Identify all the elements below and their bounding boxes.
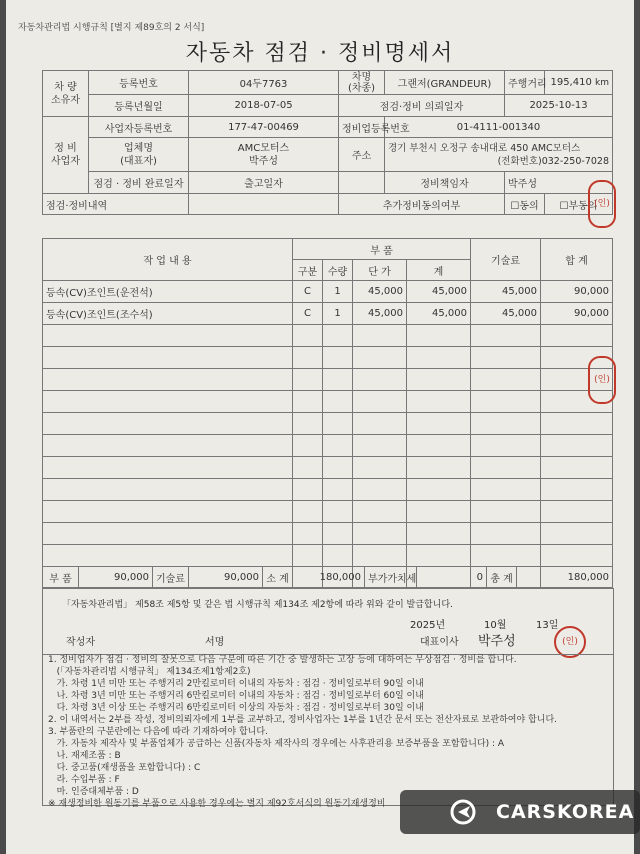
row-type: C: [293, 303, 323, 325]
shop-reg-label: 정비업등록번호: [339, 117, 385, 138]
sign-label: 서명: [205, 637, 225, 648]
table-row-empty: [43, 369, 613, 391]
labor-header: 기술료: [471, 239, 541, 281]
totals-table: [42, 566, 613, 588]
stamp-mid: (인): [588, 356, 616, 404]
details-label: 점검·정비내역: [43, 194, 189, 215]
note-line: ※ 재생정비한 원동기를 부품으로 사용한 경우에는 별지 제92호서식의 원동기재생정비: [48, 799, 386, 809]
release-date-label: 출고일자: [189, 172, 339, 194]
info-table: [42, 70, 613, 215]
complete-date-label: 점검 · 정비 완료일자: [89, 172, 189, 194]
row-work: 등속(CV)조인트(조수석): [43, 303, 293, 325]
subtotal-label: 소 계: [263, 567, 293, 588]
page-title: 자동차 점검 · 정비명세서: [185, 41, 455, 66]
manager-label: 정비책임자: [385, 172, 505, 194]
table-row-empty: [43, 391, 613, 413]
row-qty: 1: [323, 303, 353, 325]
note-line: 다. 차령 3년 이상 또는 주행거리 6만킬로미터 이상의 자동차 : 점검 · 정비일로부터 30일 이내: [48, 703, 424, 713]
row-labor: 45,000: [471, 281, 541, 303]
note-line: 가. 자동차 제작사 및 부품업체가 공급하는 신품(자동차 제작사의 경우에는 사후관리용 보증부품을 포함합니다) : A: [48, 739, 505, 749]
table-row-empty: [43, 523, 613, 545]
biz-no-label: 사업자등록번호: [89, 117, 189, 138]
row-work: 등속(CV)조인트(운전석): [43, 281, 293, 303]
reg-date-value: 2018-07-05: [189, 95, 339, 117]
vat-label: 부가가치세: [365, 567, 417, 588]
model-label: 차명 (차종): [339, 71, 385, 95]
work-table: [42, 238, 613, 589]
model-value: 그랜저(GRANDEUR): [385, 71, 505, 95]
note-line: 1. 정비업자가 점검 · 정비의 잘못으로 다음 구분에 따른 기간 중 발생하는 고장 등에 대하여는 무상점검 · 정비를 합니다.: [48, 655, 517, 665]
reg-no-value: 04두7763: [189, 71, 339, 95]
grand-total-label: 총 계: [487, 567, 517, 588]
note-line: 가. 차령 1년 미만 또는 주행거리 2만킬로미터 이내의 자동차 : 점검 · 정비일로부터 90일 이내: [48, 679, 424, 689]
table-row: [43, 281, 613, 303]
reg-no-label: 등록번호: [89, 71, 189, 95]
work-header: 작 업 내 용: [43, 239, 293, 281]
signature-seal: (인): [554, 626, 586, 658]
ceo-name: 박주성: [249, 155, 278, 167]
row-qty: 1: [323, 281, 353, 303]
disagree-checkbox[interactable]: ☐: [559, 200, 569, 212]
manager-value: 박주성: [505, 172, 613, 194]
note-line: 마. 인증대체부품 : D: [48, 787, 139, 797]
biz-no-value: 177-47-00469: [189, 117, 339, 138]
row-total: 90,000: [541, 303, 613, 325]
issue-year: 2025년: [410, 620, 446, 631]
watermark: [400, 790, 640, 834]
note-line: 라. 수입부품 : F: [48, 775, 120, 785]
parts-header: 부 품: [293, 239, 471, 260]
table-row-empty: [43, 325, 613, 347]
totals-parts-value: 90,000: [79, 567, 153, 588]
statement-text: 「자동차관리법」 제58조 제5항 및 같은 법 시행규칙 제134조 제2항에 따라 위와 같이 발급합니다.: [62, 600, 453, 610]
issue-day: 13일: [536, 620, 559, 631]
rep-label: 대표이사: [420, 637, 459, 648]
company-name: AMC모터스: [237, 142, 290, 154]
note-line: 2. 이 내역서는 2부를 작성, 정비의뢰자에게 1부를 교부하고, 정비사업자는 1부를 1년간 문서 또는 전산자료로 보관하여야 합니다.: [48, 715, 557, 725]
col-sum: 계: [407, 260, 471, 281]
notes: [48, 654, 608, 810]
mileage-value: 195,410: [550, 77, 592, 88]
total-header: 합 계: [541, 239, 613, 281]
request-date-value: 2025-10-13: [505, 95, 613, 117]
row-total: 90,000: [541, 281, 613, 303]
col-qty: 수량: [323, 260, 353, 281]
writer-label: 작성자: [66, 637, 95, 648]
table-row-empty: [43, 479, 613, 501]
mileage-label: 주행거리: [505, 71, 545, 95]
consent-label: 추가정비동의여부: [339, 194, 505, 215]
table-row-empty: [43, 501, 613, 523]
business-section-label: 정 비 사업자: [43, 117, 89, 194]
form-header-note: 자동차관리법 시행규칙 [별지 제89호의 2 서식]: [18, 23, 205, 33]
address-label: 주소: [339, 138, 385, 172]
table-row-empty: [43, 413, 613, 435]
request-date-label: 점검·정비 의뢰일자: [339, 95, 505, 117]
row-sum: 45,000: [407, 281, 471, 303]
stamp-top: (인): [588, 180, 616, 228]
table-row-empty: [43, 435, 613, 457]
col-type: 구분: [293, 260, 323, 281]
grand-total-value: 180,000: [517, 567, 613, 588]
reg-date-label: 등록년월일: [89, 95, 189, 117]
carskorea-logo-icon: [448, 797, 488, 827]
totals-labor-label: 기술료: [153, 567, 189, 588]
mileage-unit: km: [595, 78, 609, 88]
table-row-empty: [43, 457, 613, 479]
vat-value: 0: [417, 567, 487, 588]
shop-reg-value: 01-4111-001340: [385, 117, 613, 138]
totals-labor-value: 90,000: [189, 567, 263, 588]
note-line: 다. 중고품(재생품을 포함합니다) : C: [48, 763, 201, 773]
row-unit: 45,000: [353, 303, 407, 325]
subtotal-value: 180,000: [293, 567, 365, 588]
note-line: 나. 재제조품 : B: [48, 751, 121, 761]
note-line: (「자동차관리법 시행규칙」 제134조제1항제2호): [48, 667, 251, 677]
row-sum: 45,000: [407, 303, 471, 325]
company-label: 업체명 (대표자): [89, 138, 189, 172]
table-row: [43, 303, 613, 325]
agree-label: 동의: [519, 200, 539, 212]
col-unit-price: 단 가: [353, 260, 407, 281]
totals-parts-label: 부 품: [43, 567, 79, 588]
row-type: C: [293, 281, 323, 303]
note-line: 나. 차령 3년 미만 또는 주행거리 6만킬로미터 이내의 자동차 : 점검 · 정비일로부터 60일 이내: [48, 691, 424, 701]
row-unit: 45,000: [353, 281, 407, 303]
note-line: 3. 부품란의 구분란에는 다음에 따라 기재하여야 합니다.: [48, 727, 268, 737]
table-row-empty: [43, 545, 613, 567]
phone-value: (전화번호)032-250-7028: [497, 155, 609, 167]
address-value: 경기 부천시 오정구 송내대로 450 AMC모터스: [388, 142, 581, 154]
rep-name: 박주성: [478, 634, 516, 649]
agree-checkbox[interactable]: ☐: [510, 200, 520, 212]
disagree-label: 부동의: [568, 200, 598, 212]
watermark-text: CARSKOREA: [496, 801, 635, 823]
table-row-empty: [43, 347, 613, 369]
row-labor: 45,000: [471, 303, 541, 325]
owner-section-label: 차 량 소유자: [43, 71, 89, 117]
issue-month: 10월: [484, 620, 507, 631]
